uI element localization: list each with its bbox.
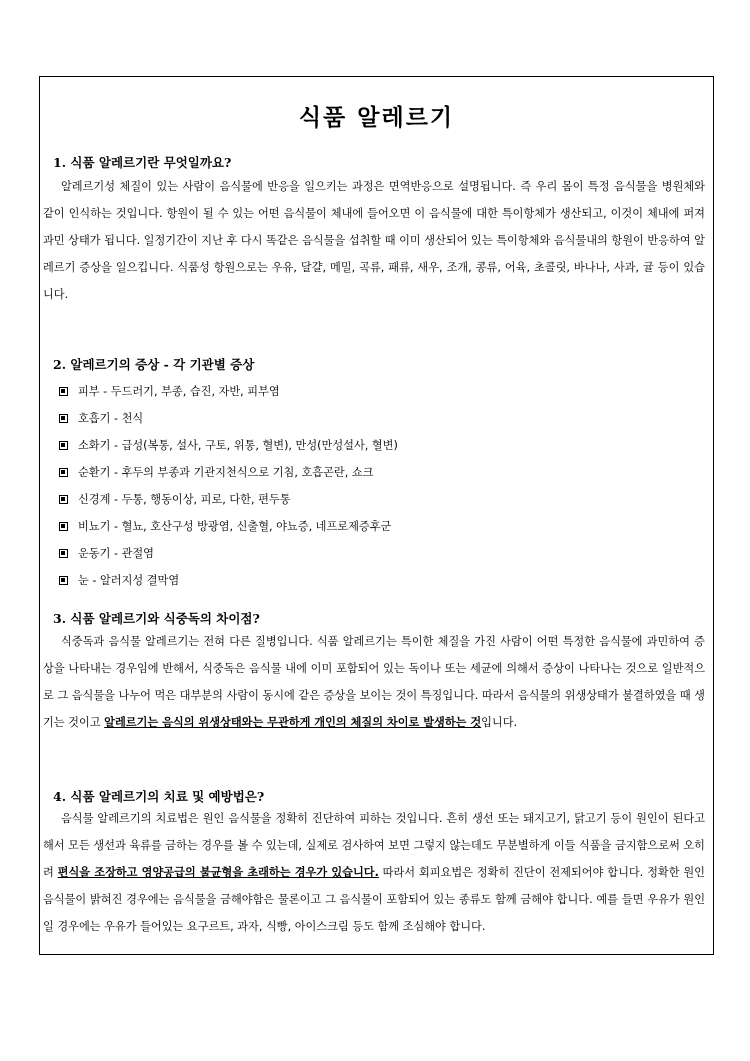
list-item: 순환기 - 후두의 부종과 기관지천식으로 기침, 호흡곤란, 쇼크: [59, 459, 398, 486]
list-item: 신경계 - 두통, 행동이상, 피로, 다한, 편두통: [59, 486, 398, 513]
checkbox-bullet-icon: [59, 441, 68, 450]
list-item: 호흡기 - 천식: [59, 405, 398, 432]
checkbox-bullet-icon: [59, 549, 68, 558]
checkbox-bullet-icon: [59, 495, 68, 504]
checkbox-bullet-icon: [59, 387, 68, 396]
checkbox-bullet-icon: [59, 522, 68, 531]
checkbox-bullet-icon: [59, 468, 68, 477]
section-4-paragraph: 음식물 알레르기의 치료법은 원인 음식물을 정확히 진단하여 피하는 것입니다. 흔히 생선 또는 돼지고기, 닭고기 등이 원인이 된다고 해서 모든 생선과 육류를 금하는 경우를 볼 수 있는데, 실제로 검사하여 보면 그렇지 않는데도 무분별하게 이들 식품을 금지함으로써 오히려 편식을 조장하고 영양공급의 불균형을 초래하는 경우가 있습니다. 따라서 회피요법은 정확히 진단이 전제되어야 합니다. 정확한 원인 음식물이 밝혀진 경우에는 음식물을 금해야함은 물론이고 그 음식물이 포함되어 있는 종류도 함께 금해야 합니다. 예를 들면 우유가 원인일 경우에는 우유가 들어있는 요구르트, 과자, 식빵, 아이스크림 등도 함께 조심해야 합니다.: [43, 812, 705, 933]
section-3-paragraph: 식중독과 음식물 알레르기는 전혀 다른 질병입니다. 식품 알레르기는 특이한 체질을 가진 사람이 어떤 특정한 음식물에 과민하여 증상을 나타내는 경우임에 반해서, 식중독은 음식물 내에 이미 포함되어 있는 독이나 또는 세균에 의해서 증상이 나타나는 것으로 일반적으로 그 음식물을 나누어 먹은 대부분의 사람이 동시에 같은 증상을 보이는 것이 특징입니다. 따라서 음식물의 위생상태가 불결하였을 때 생기는 것이고 알레르기는 음식의 위생상태와는 무관하게 개인의 체질의 차이로 발생하는 것입니다.: [43, 635, 705, 729]
section-1-heading: 1. 식품 알레르기란 무엇일까요?: [53, 155, 232, 170]
list-item: 비뇨기 - 혈뇨, 호산구성 방광염, 신출혈, 야뇨증, 네프로제증후군: [59, 513, 398, 540]
document-frame: [39, 76, 714, 955]
section-4-heading: 4. 식품 알레르기의 치료 및 예방법은?: [53, 789, 265, 804]
list-item: 운동기 - 관절염: [59, 540, 398, 567]
section-3-heading: 3. 식품 알레르기와 식중독의 차이점?: [53, 611, 260, 626]
emphasis-text: 알레르기는 음식의 위생상태와는 무관하게 개인의 체질의 차이로 발생하는 것: [104, 716, 482, 729]
emphasis-text: 편식을 조장하고 영양공급의 불균형을 초래하는 경우가 있습니다.: [57, 866, 379, 879]
list-item: 눈 - 알러지성 결막염: [59, 567, 398, 594]
checkbox-bullet-icon: [59, 414, 68, 423]
list-item: 피부 - 두드러기, 부종, 습진, 자반, 피부염: [59, 378, 398, 405]
section-2-heading: 2. 알레르기의 증상 - 각 기관별 증상: [53, 357, 255, 372]
section-1-paragraph: [43, 173, 705, 308]
page-title: 식품 알레르기: [298, 104, 455, 131]
section-1-text: 알레르기성 체질이 있는 사람이 음식물에 반응을 일으키는 과정은 면역반응으로 설명됩니다. 즉 우리 몸이 특정 음식물을 병원체와 같이 인식하는 것입니다. 항원이 될 수 있는 어떤 음식물이 체내에 들어오면 이 음식물에 대한 특이항체가 생산되고, 이것이 체내에 퍼져 과민 상태가 됩니다. 일정기간이 지난 후 다시 똑같은 음식물을 섭취할 때 이미 생산되어 있는 특이항체와 음식물내의 항원이 반응하여 알레르기 증상을 일으킵니다. 식품성 항원으로는 우유, 달걀, 메밀, 곡류, 패류, 새우, 조개, 콩류, 어육, 초콜릿, 바나나, 사과, 귤 등이 있습니다.: [43, 180, 705, 301]
checkbox-bullet-icon: [59, 576, 68, 585]
symptom-list: [59, 378, 398, 594]
list-item: 소화기 - 급성(복통, 설사, 구토, 위통, 혈변), 만성(만성설사, 혈변): [59, 432, 398, 459]
